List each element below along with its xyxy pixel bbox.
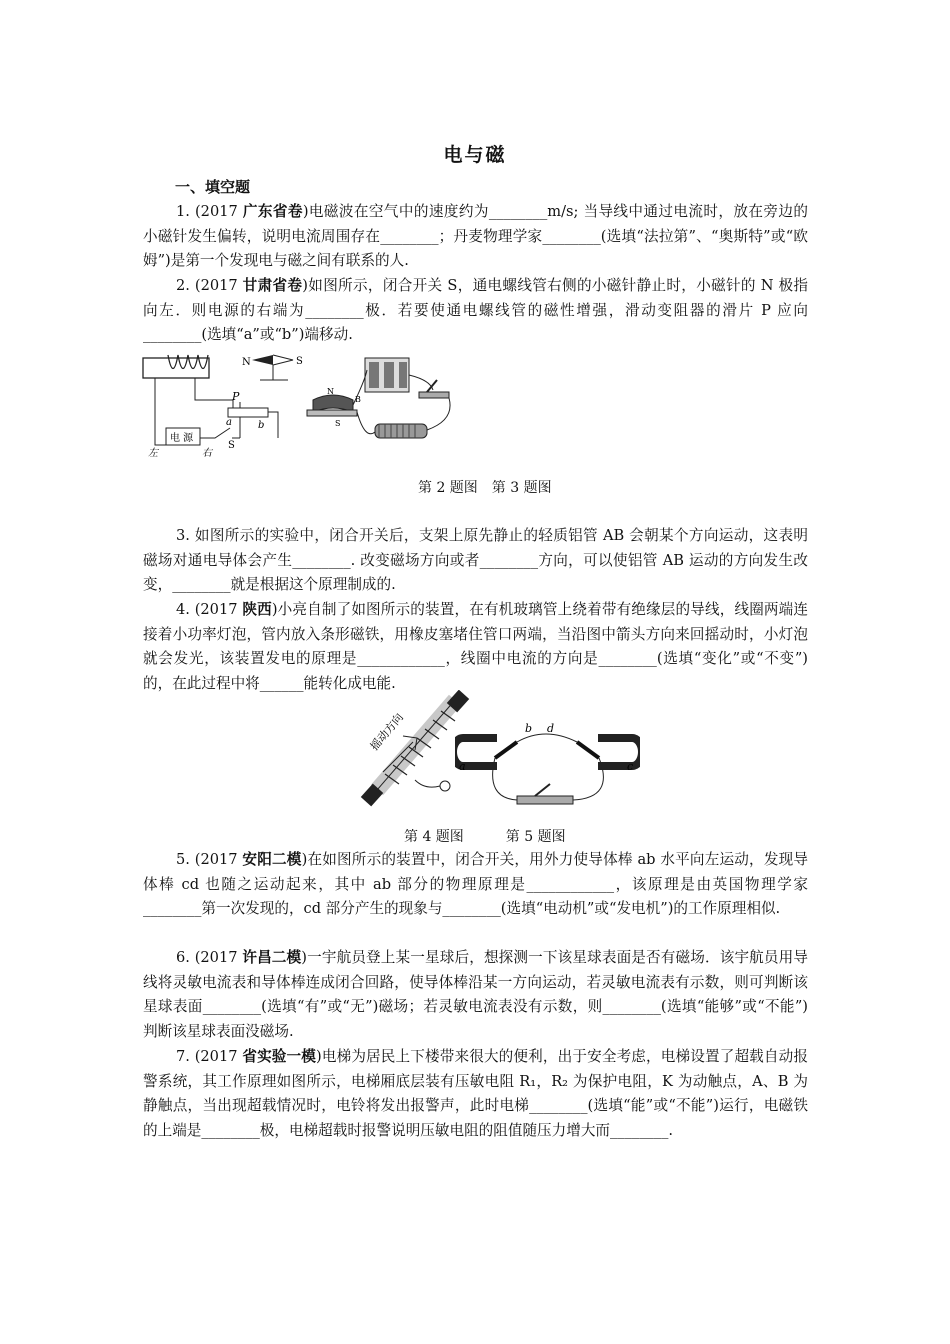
- section-heading: 一、填空题: [175, 178, 251, 196]
- b-label-5: b: [525, 722, 533, 735]
- a-label: a: [226, 417, 232, 428]
- b-label: b: [258, 420, 265, 431]
- right-label: 右: [202, 448, 212, 459]
- left-label: 左: [148, 448, 158, 459]
- shake-direction-label: 摇动方向: [367, 710, 407, 753]
- question-7: 7. (2017 省实验一模)电梯为居民上下楼带来很大的便利，出于安全考虑，电梯设置了超载自动报警系统，其工作原理如图所示，电梯厢底层装有压敏电阻 R₁，R₂ 为保护电阻，K 为动触点，A、B 为静触点，当出现超载情况时，电铃将发出报警声，此时电梯________(选填“能”或“不能”)运行，电磁铁的上端是________极，电梯超载时报警说明压敏电阻的阻值随压力增大而________.: [143, 1048, 808, 1139]
- a-label-5: a: [459, 760, 466, 773]
- caption-figures-2-3: 第 2 题图 第 3 题图: [418, 480, 552, 496]
- question-3: 3. 如图所示的实验中，闭合开关后，支架上原先静止的轻质铝管 AB 会朝某个方向运动，这表明磁场对通电导体会产生________. 改变磁场方向或者________方向，可以使铝管 AB 运动的方向发生改变，________就是根据这个原理制成的.: [143, 527, 808, 594]
- figure-3-apparatus: [305, 350, 475, 450]
- page-title: 电与磁: [443, 144, 507, 166]
- magnet-n-label: N: [327, 387, 334, 396]
- question-5: 5. (2017 安阳二模)在如图所示的装置中，闭合开关，用外力使导体棒 ab 水平向左运动，发现导体棒 cd 也随之运动起来，其中 ab 部分的物理原理是____________，该原理是由英国物理学家________第一次发现的，cd 部分产生的现象与________(选填“电动机”或“发电机”)的工作原理相似.: [143, 851, 808, 918]
- caption-figures-4-5: 第 4 题图 第 5 题图: [404, 829, 566, 845]
- figure-2-circuit: [140, 350, 310, 460]
- p-label: P: [232, 390, 240, 403]
- question-6: 6. (2017 许昌二模)一宇航员登上某一星球后，想探测一下该星球表面是否有磁场．该宇航员用导线将灵敏电流表和导体棒连成闭合回路，使导体棒沿某一方向运动，若灵敏电流表有示数，则可判断该星球表面________(选填“有”或“无”)磁场；若灵敏电流表没有示数，则________(选填“能够”或“不能”)判断该星球表面没磁场.: [143, 949, 808, 1040]
- c-label-5: c: [627, 760, 634, 773]
- question-1: 1. (2017 广东省卷)电磁波在空气中的速度约为________m/s; 当导线中通过电流时，放在旁边的小磁针发生偏转，说明电流周围存在________；丹麦物理学家________(选填“法拉第”、“奥斯特”或“欧姆”)是第一个发现电与磁之间有联系的人.: [143, 203, 808, 270]
- tube-b-label: B: [355, 395, 361, 404]
- d-label-5: d: [547, 722, 555, 735]
- needle-n-label: N: [242, 357, 251, 368]
- switch-label: S: [228, 440, 235, 451]
- power-label: 电 源: [170, 433, 194, 444]
- question-2: 2. (2017 甘肃省卷)如图所示，闭合开关 S，通电螺线管右侧的小磁针静止时，小磁针的 N 极指向左．则电源的右端为________极．若要使通电螺线管的磁性增强，滑动变阻器的滑片 P 应向________(选填“a”或“b”)端移动.: [143, 277, 808, 344]
- figure-5-apparatus: [455, 718, 640, 818]
- magnet-s-label: S: [335, 419, 341, 428]
- needle-s-label: S: [296, 356, 303, 367]
- question-4: 4. (2017 陕西)小亮自制了如图所示的装置，在有机玻璃管上绕着带有绝缘层的导线，线圈两端连接着小功率灯泡，管内放入条形磁铁，用橡皮塞堵住管口两端，当沿图中箭头方向来回摇动时，小灯泡就会发光，该装置发电的原理是____________，线圈中电流的方向是________(选填“变化”或“不变”)的，在此过程中将______能转化成电能.: [143, 601, 808, 692]
